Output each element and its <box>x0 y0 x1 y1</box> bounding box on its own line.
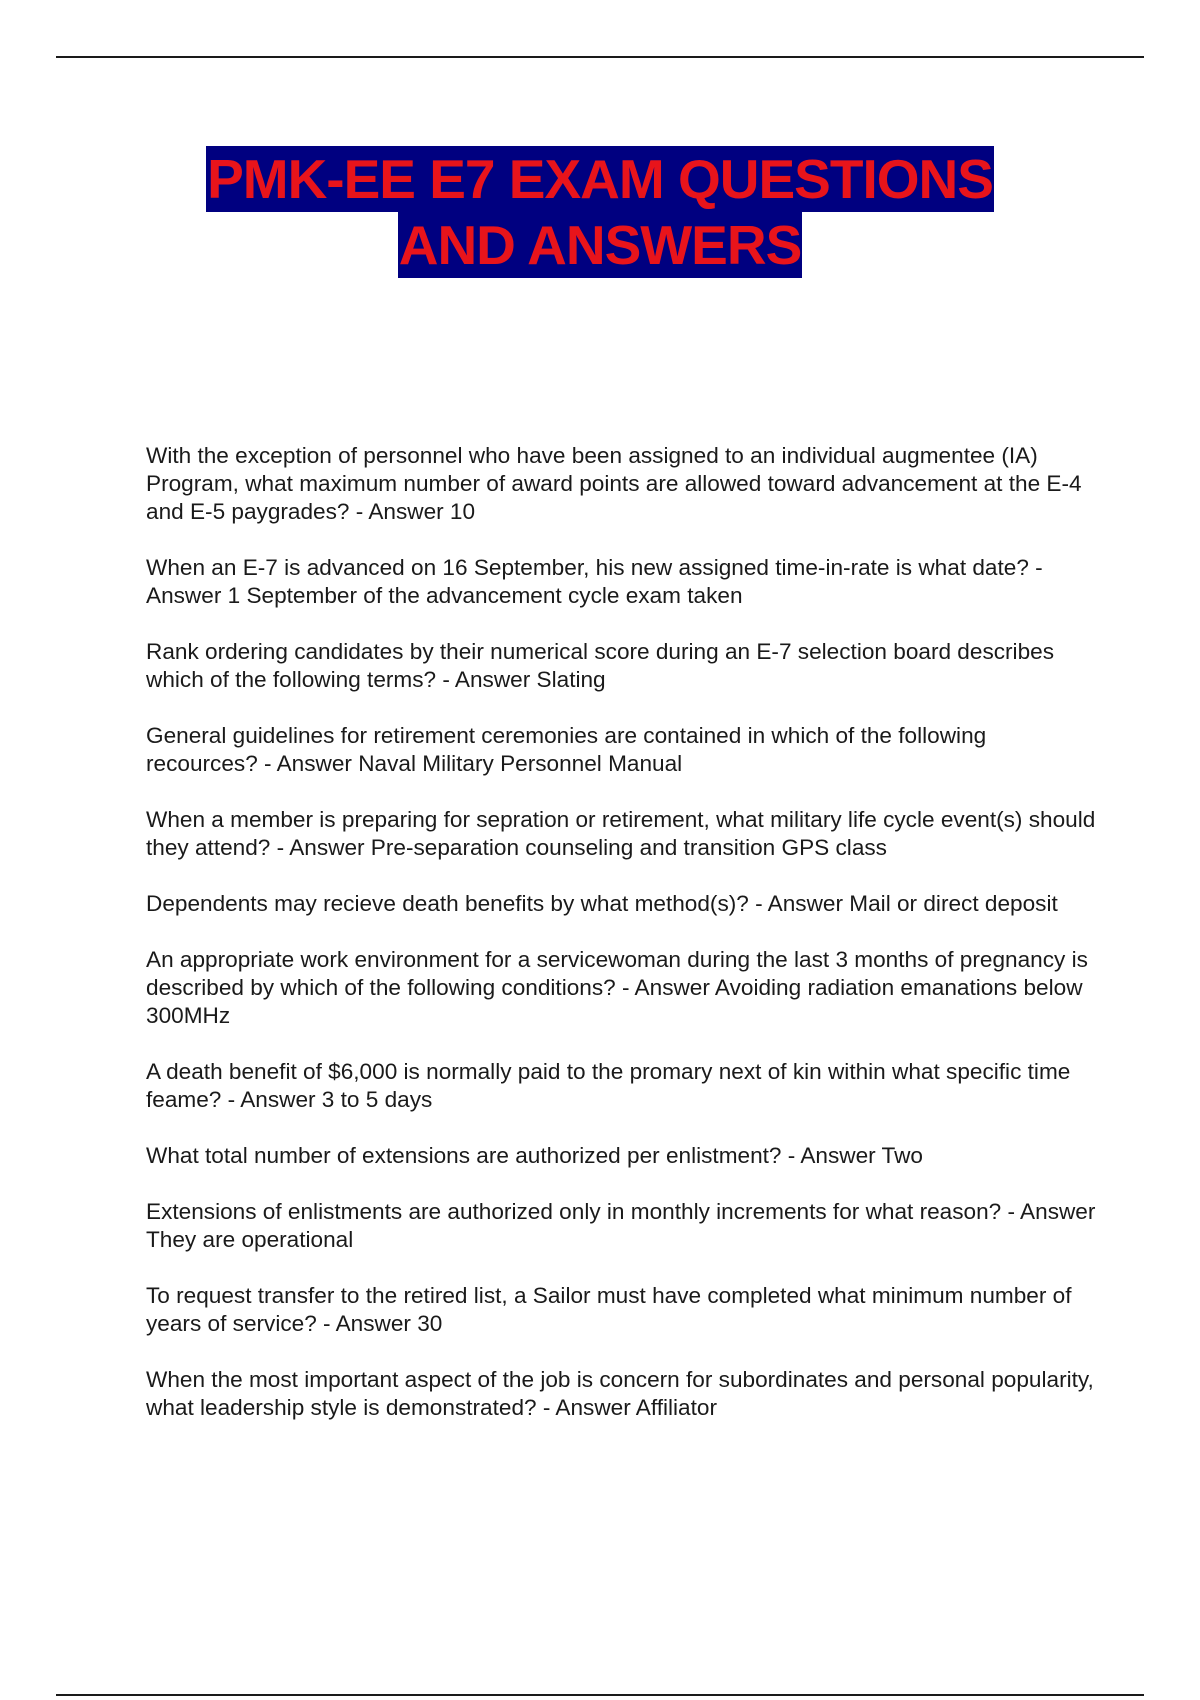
footer-rule <box>56 1694 1144 1696</box>
qa-item: An appropriate work environment for a servicewoman during the last 3 months of pregnancy is described by which of the following conditions? - Answer Avoiding radiation emanations below 300MHz <box>146 947 1088 1028</box>
qa-item: What total number of extensions are authorized per enlistment? - Answer Two <box>146 1143 923 1168</box>
title-line-2: AND ANSWERS <box>398 214 802 276</box>
qa-list <box>146 442 1096 1450</box>
qa-item: When an E-7 is advanced on 16 September, his new assigned time-in-rate is what date? - Answer 1 September of the advancement cycle exam taken <box>146 555 1043 608</box>
header-rule <box>56 56 1144 58</box>
qa-item: General guidelines for retirement ceremonies are contained in which of the following recources? - Answer Naval Military Personnel Manual <box>146 723 987 776</box>
qa-item: Rank ordering candidates by their numerical score during an E-7 selection board describes which of the following terms? - Answer Slating <box>146 639 1055 692</box>
qa-item: Extensions of enlistments are authorized only in monthly increments for what reason? - Answer They are operational <box>146 1199 1096 1252</box>
qa-item: With the exception of personnel who have been assigned to an individual augmentee (IA) Program, what maximum number of award points are allowed toward advancement at the E-4 and E-5 paygrades? - Answer 10 <box>146 443 1082 524</box>
qa-item: A death benefit of $6,000 is normally paid to the promary next of kin within what specific time feame? - Answer 3 to 5 days <box>146 1059 1071 1112</box>
qa-item: When the most important aspect of the job is concern for subordinates and personal popularity, what leadership style is demonstrated? - Answer Affiliator <box>146 1367 1094 1420</box>
title-line-1: PMK-EE E7 EXAM QUESTIONS <box>207 148 993 210</box>
document-title <box>0 146 1200 278</box>
qa-item: Dependents may recieve death benefits by what method(s)? - Answer Mail or direct deposit <box>146 891 1058 916</box>
qa-item: When a member is preparing for sepration or retirement, what military life cycle event(s) should they attend? - Answer Pre-separation counseling and transition GPS class <box>146 807 1096 860</box>
qa-item: To request transfer to the retired list, a Sailor must have completed what minimum number of years of service? - Answer 30 <box>146 1283 1072 1336</box>
